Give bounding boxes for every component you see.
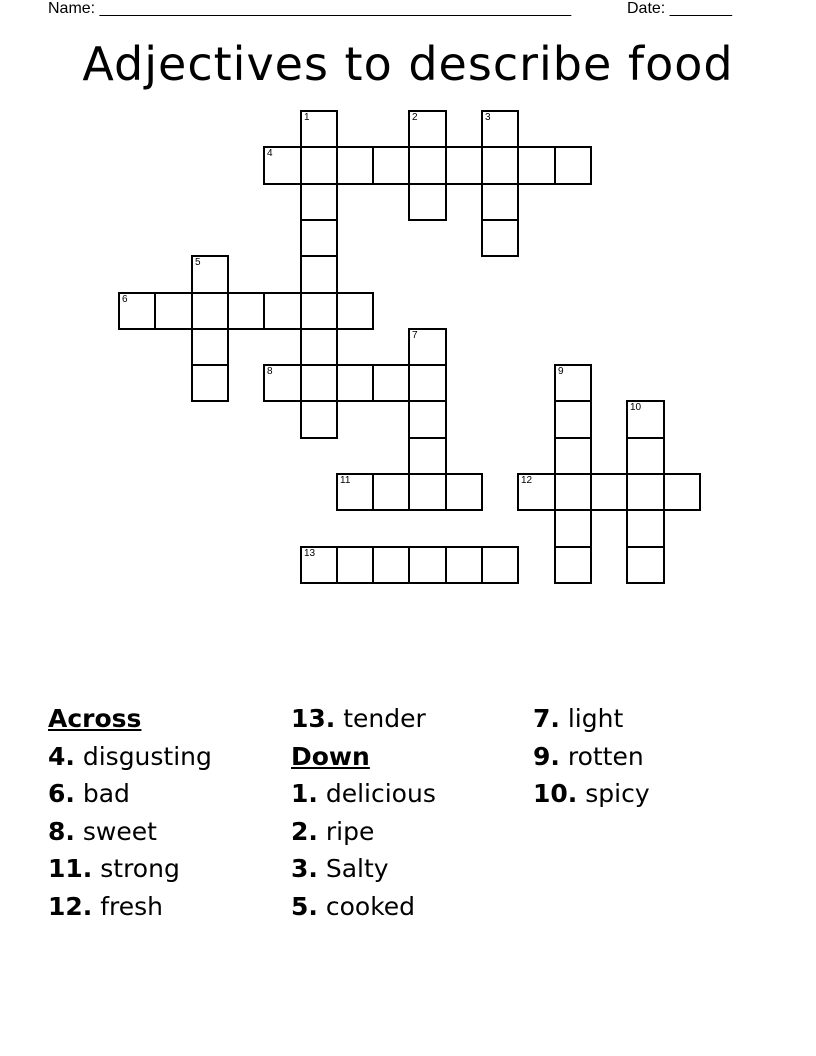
crossword-cell[interactable] [554,509,592,548]
name-field-label: Name: _____________________________________________________ [48,0,572,17]
clue-item [291,702,531,740]
clue-item [48,777,288,815]
date-field-label: Date: _______ [627,0,732,17]
clue-number-label: 4 [267,148,273,159]
crossword-cell[interactable] [191,328,229,366]
crossword-cell[interactable] [300,292,338,330]
crossword-cell[interactable] [408,437,447,475]
crossword-cell[interactable] [408,546,447,584]
clue-item [533,702,773,740]
clue-number: 12. [48,891,93,921]
clue-item [48,890,288,928]
crossword-cell[interactable] [626,509,665,548]
crossword-cell[interactable] [481,546,519,584]
crossword-cell[interactable] [481,146,519,185]
crossword-cell-13[interactable] [300,546,338,584]
clue-text: delicious [317,779,436,808]
crossword-cell[interactable] [300,328,338,366]
clue-number: 2. [291,816,318,846]
crossword-cell-2[interactable] [408,110,447,148]
clue-number: 8. [48,816,75,846]
crossword-cell-10[interactable] [626,400,665,439]
clue-list [0,702,816,962]
clue-number-label: 6 [122,294,128,305]
clue-number-label: 13 [304,548,316,559]
clue-text: cooked [317,891,416,921]
crossword-cell[interactable] [626,473,665,511]
crossword-cell[interactable] [445,546,483,584]
crossword-cell-11[interactable] [336,473,374,511]
clue-number: 1. [291,779,318,808]
crossword-cell-12[interactable] [517,473,556,511]
clue-text: disgusting [74,741,212,771]
crossword-cell-5[interactable] [191,255,229,294]
crossword-cell-6[interactable] [118,292,156,330]
crossword-cell[interactable] [554,400,592,439]
crossword-cell[interactable] [408,146,447,185]
clue-item [291,890,531,928]
crossword-cell[interactable] [372,473,410,511]
clue-item [48,740,288,778]
crossword-cell[interactable] [154,292,193,330]
crossword-cell-9[interactable] [554,364,592,402]
clue-number-label: 2 [412,112,418,123]
crossword-cell[interactable] [263,292,302,330]
clue-text: rotten [559,741,644,771]
clue-item [291,777,531,815]
crossword-cell[interactable] [481,183,519,221]
crossword-cell[interactable] [300,146,338,185]
crossword-cell[interactable] [554,437,592,475]
clue-text: Salty [317,854,389,883]
crossword-cell[interactable] [554,146,592,185]
crossword-cell-1[interactable] [300,110,338,148]
crossword-cell-8[interactable] [263,364,302,402]
crossword-cell[interactable] [626,546,665,584]
crossword-cell[interactable] [300,183,338,221]
clue-text: light [559,704,624,733]
clue-text: fresh [92,891,164,921]
clue-column-3 [533,702,773,815]
clue-number: 7. [533,704,560,733]
clue-item [48,852,288,890]
clue-number: 13. [291,704,336,733]
clue-number: 6. [48,779,75,808]
crossword-cell[interactable] [191,292,229,330]
crossword-cell[interactable] [336,546,374,584]
clue-text: bad [74,779,130,808]
crossword-cell[interactable] [554,546,592,584]
crossword-cell[interactable] [372,146,410,185]
clue-number-label: 7 [412,330,418,341]
crossword-cell[interactable] [408,473,447,511]
crossword-cell-4[interactable] [263,146,302,185]
crossword-cell[interactable] [372,546,410,584]
clue-number-label: 11 [340,475,351,486]
clue-number: 11. [48,854,93,883]
crossword-cell[interactable] [408,183,447,221]
clue-number: 3. [291,854,318,883]
crossword-cell[interactable] [626,437,665,475]
clue-number: 5. [291,891,318,921]
clue-number-label: 5 [195,257,201,268]
clue-column-2 [291,702,531,927]
clue-number: 4. [48,741,75,771]
page-title: Adjectives to describe food [82,37,734,91]
clue-number: 10. [533,779,578,808]
clue-text: sweet [74,816,157,846]
crossword-cell[interactable] [408,364,447,402]
clue-item [48,815,288,853]
crossword-cell[interactable] [372,364,410,402]
clue-text: spicy [577,779,650,808]
crossword-cell-3[interactable] [481,110,519,148]
crossword-cell[interactable] [300,364,338,402]
clue-number-label: 1 [304,112,310,123]
crossword-cell[interactable] [300,255,338,294]
clue-number-label: 3 [485,112,491,123]
clue-section-heading: Across [48,704,142,733]
clue-column-1 [48,702,288,927]
clue-number-label: 8 [267,366,273,377]
clue-text: ripe [317,816,375,846]
crossword-cell[interactable] [481,219,519,257]
crossword-cell[interactable] [663,473,701,511]
crossword-cell[interactable] [554,473,592,511]
clue-number-label: 12 [521,475,533,486]
clue-section-heading: Down [291,741,370,771]
crossword-cell[interactable] [408,400,447,439]
crossword-cell[interactable] [336,146,374,185]
crossword-cell[interactable] [300,400,338,439]
clue-text: strong [92,854,180,883]
clue-number-label: 10 [630,402,642,413]
clue-number: 9. [533,741,560,771]
clue-number-label: 9 [558,366,564,377]
crossword-cell[interactable] [445,473,483,511]
clue-item [533,740,773,778]
clue-item [533,777,773,815]
crossword-cell[interactable] [517,146,556,185]
crossword-cell[interactable] [227,292,265,330]
crossword-cell[interactable] [300,219,338,257]
crossword-cell[interactable] [590,473,628,511]
clue-item [291,815,531,853]
crossword-cell[interactable] [336,292,374,330]
crossword-cell-7[interactable] [408,328,447,366]
clue-text: tender [335,704,426,733]
crossword-cell[interactable] [191,364,229,402]
clue-item [291,852,531,890]
crossword-cell[interactable] [336,364,374,402]
crossword-cell[interactable] [445,146,483,185]
